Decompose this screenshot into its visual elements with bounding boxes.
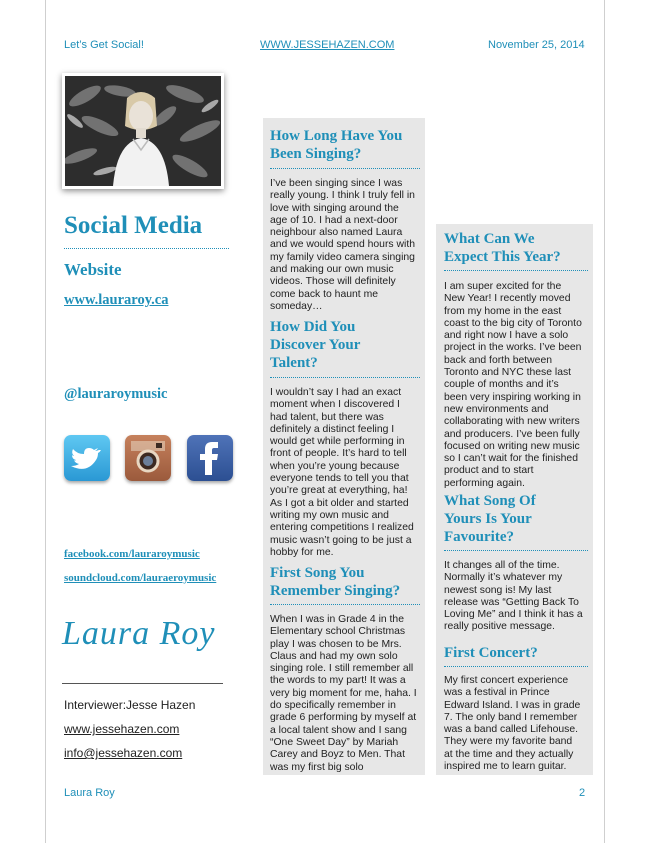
answer-line: I wouldn’t say I had an exact — [270, 387, 402, 398]
answer-line: really positive message. — [444, 621, 555, 633]
q3-heading — [270, 564, 400, 600]
answer-line: come back to haunt me — [270, 288, 379, 300]
answer-line: Loving Me” and I think it has a — [444, 609, 583, 621]
q6-divider — [444, 666, 588, 667]
answer-line: neighbour also named Laura — [270, 227, 403, 239]
answer-line: a local talent show and I sang — [270, 724, 407, 736]
answer-line: New Year! I recently moved — [444, 293, 571, 305]
answer-line: from my home in the east — [444, 305, 562, 317]
answer-line: do specifically remember in — [270, 700, 396, 712]
signature-divider — [62, 683, 223, 684]
q4-heading-line: Expect This Year? — [444, 249, 561, 265]
page-number: 2 — [579, 787, 586, 799]
answer-line: love with singing around the — [270, 202, 399, 214]
instagram-icon[interactable] — [125, 435, 171, 481]
header-date: November 25, 2014 — [488, 39, 585, 51]
answer-line: entering competitions I realized — [270, 522, 414, 534]
q5-divider — [444, 550, 588, 551]
answer-line: “One Sweet Day” by Mariah — [270, 736, 399, 748]
footer-name: Laura Roy — [64, 787, 115, 799]
soundcloud-link[interactable]: soundcloud.com/lauraeroymusic — [64, 572, 217, 584]
answer-line: back and forth between — [444, 354, 553, 366]
q3-heading-line: Remember Singing? — [270, 583, 401, 599]
q4-answer — [444, 281, 582, 490]
q5-answer — [444, 560, 583, 634]
answer-line: grade 6 performing by myself at — [270, 712, 417, 724]
q2-heading-line: Discover Your — [270, 337, 361, 353]
interviewer-email-link[interactable]: info@jessehazen.com — [64, 746, 183, 760]
answer-line: and right now I have a solo — [444, 330, 569, 342]
q5-heading-line: What Song Of — [444, 493, 536, 509]
answer-line: would get while performing in — [270, 436, 405, 448]
answer-line: very big moment for me, haha. I — [270, 687, 417, 699]
q4-divider — [444, 270, 588, 271]
answer-line: was a band called Lifehouse. — [444, 724, 579, 736]
title-divider — [64, 248, 229, 249]
answer-line: and producers. I’ve been fully — [444, 428, 580, 440]
portrait-photo — [62, 73, 224, 189]
answer-line: play I was chosen to be Mrs. — [270, 638, 402, 650]
answer-line: my family video camera singing — [270, 251, 415, 263]
answer-line: front of people. It’s hard to tell — [270, 448, 407, 460]
answer-line: Normally it’s whatever my — [444, 572, 563, 584]
answer-line: writing my own music and — [270, 509, 389, 521]
answer-line: I am super excited for the — [444, 281, 562, 292]
answer-line: Edward Island. I was in grade — [444, 699, 581, 711]
q5-heading-line: Yours Is Your — [444, 511, 532, 527]
q1-heading-line: Been Singing? — [270, 146, 362, 162]
answer-line: new environments and — [444, 403, 549, 415]
answer-line: the words to my part! It was a — [270, 675, 406, 687]
answer-line: They were my favorite band — [444, 736, 573, 748]
q5-heading — [444, 492, 536, 546]
answer-line: 7. The only band I remember — [444, 711, 578, 723]
q3-heading-line: First Song You — [270, 565, 365, 581]
answer-line: someday… — [270, 300, 323, 312]
q5-heading-line: Favourite? — [444, 529, 514, 545]
answer-line: Toronto and NYC these last — [444, 367, 572, 379]
answer-line: release was “Getting Back To — [444, 596, 579, 608]
answer-line: My first concert experience — [444, 675, 569, 686]
answer-line: was my first big solo — [270, 761, 364, 773]
answer-line: newest song is! My last — [444, 584, 552, 596]
q6-heading — [444, 644, 538, 662]
answer-line: moment when I discovered I — [270, 399, 400, 411]
header-site-link[interactable]: WWW.JESSEHAZEN.COM — [260, 39, 395, 51]
signature: Laura Roy — [62, 615, 216, 652]
answer-line: singing role. I still remember all — [270, 663, 414, 675]
q2-answer — [270, 387, 414, 559]
q2-heading-line: How Did You — [270, 319, 356, 335]
answer-line: had talent, but there was — [270, 411, 384, 423]
answer-line: performing again. — [444, 477, 525, 489]
answer-line: been very inspiring working in — [444, 391, 581, 403]
answer-line: everyone tends to tell you that — [270, 473, 409, 485]
answer-line: age of 10. I had a next-door — [270, 214, 398, 226]
answer-line: I’ve been singing since I was — [270, 178, 403, 189]
answer-line: videos. Those will definitely — [270, 276, 396, 288]
interviewer-credit: Interviewer:Jesse Hazen — [64, 698, 196, 712]
answer-line: Claus and had my own solo — [270, 650, 398, 662]
answer-line: was a festival in Prince — [444, 687, 550, 699]
social-media-title: Social Media — [64, 212, 203, 239]
q1-divider — [270, 168, 420, 169]
q6-answer — [444, 675, 580, 773]
q4-heading — [444, 230, 561, 266]
answer-line: hobby for me. — [270, 546, 334, 558]
q1-answer — [270, 178, 415, 313]
answer-line: focused on writing new music — [444, 440, 580, 452]
page-right-border — [604, 0, 605, 843]
q1-heading-line: How Long Have You — [270, 128, 403, 144]
twitter-icon[interactable] — [64, 435, 110, 481]
answer-line: so I can’t wait for the finished — [444, 453, 578, 465]
facebook-link[interactable]: facebook.com/lauraroymusic — [64, 548, 200, 560]
q2-heading — [270, 318, 360, 372]
answer-line: really young. I think I truly fell in — [270, 190, 415, 202]
q3-answer — [270, 614, 417, 774]
website-label: Website — [64, 260, 122, 279]
answer-line: coast to the big city of Toronto — [444, 317, 582, 329]
q6-heading-line: First Concert? — [444, 645, 538, 661]
answer-line: and making our own music — [270, 264, 394, 276]
answer-line: and we would spend hours with — [270, 239, 415, 251]
answer-line: As I got a bit older and started — [270, 497, 409, 509]
answer-line: you’re great at everything, ha! — [270, 485, 408, 497]
answer-line: product and to start — [444, 465, 534, 477]
answer-line: music wasn’t going to be just a — [270, 534, 412, 546]
answer-line: Carey and Boyz to Men. That — [270, 749, 405, 761]
q3-divider — [270, 604, 420, 605]
q2-heading-line: Talent? — [270, 355, 318, 371]
header-left: Let’s Get Social! — [64, 39, 144, 51]
q4-heading-line: What Can We — [444, 231, 535, 247]
facebook-icon[interactable] — [187, 435, 233, 481]
page-left-border — [45, 0, 46, 843]
q1-heading — [270, 127, 402, 163]
twitter-handle: @lauraroymusic — [64, 386, 168, 402]
answer-line: when you’re young because — [270, 460, 400, 472]
interviewer-site-link[interactable]: www.jessehazen.com — [64, 722, 180, 736]
answer-line: collaborating with new writers — [444, 416, 580, 428]
answer-line: inspired me to learn guitar. — [444, 761, 567, 773]
answer-line: definitely a distinct feeling I — [270, 423, 395, 435]
answer-line: It changes all of the time. — [444, 560, 560, 571]
q2-divider — [270, 377, 420, 378]
answer-line: When I was in Grade 4 in the — [270, 614, 404, 625]
answer-line: couple of months and it’s — [444, 379, 559, 391]
website-link[interactable]: www.lauraroy.ca — [64, 292, 169, 308]
answer-line: at the time and they actually — [444, 748, 574, 760]
answer-line: Elementary school Christmas — [270, 626, 406, 638]
answer-line: project in the works. I’ve been — [444, 342, 582, 354]
